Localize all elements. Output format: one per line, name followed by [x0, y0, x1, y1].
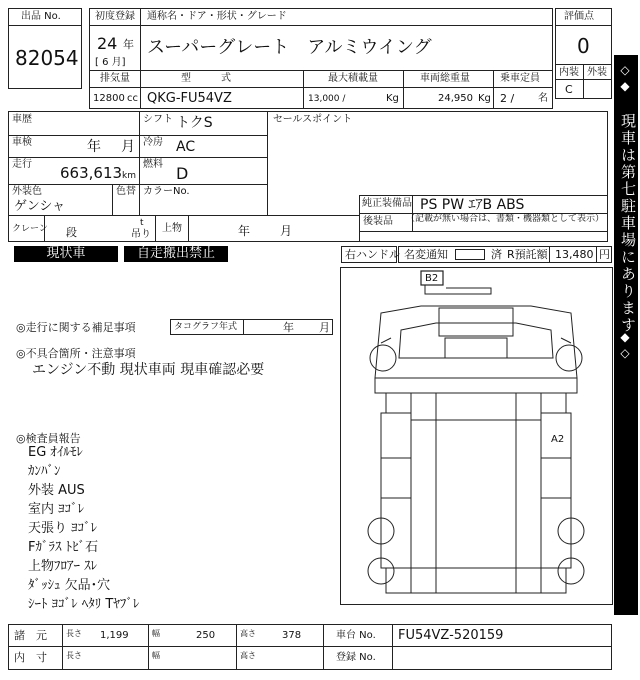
model-label: 型 式 — [181, 73, 231, 84]
displacement-label-box — [89, 70, 141, 88]
current-vehicle-badge: 現状車 — [14, 246, 118, 262]
mileage-unit: km — [122, 171, 136, 181]
score-label: 評価点 — [564, 11, 594, 22]
mileage-value: 663,613 — [60, 164, 123, 182]
mileage-label: 走行 — [12, 159, 32, 170]
capacity: 2 / — [500, 92, 515, 105]
displacement-label: 排気量 — [100, 73, 130, 84]
exterior-color-value: ゲンシャ — [14, 199, 66, 214]
model-label-box — [140, 70, 304, 88]
displacement-unit: cc — [127, 93, 138, 104]
lot-label: 出品 No. — [21, 11, 61, 22]
aftermarket-label: 後装品 — [363, 216, 393, 227]
lot-label-box — [8, 8, 82, 26]
inspector-line: ﾀﾞｯｼｭ 欠品･穴 — [28, 578, 111, 593]
score-label-box — [555, 8, 612, 26]
registration-no-label: 登録 No. — [336, 652, 376, 663]
inspector-line: ｶﾝﾊﾞﾝ — [28, 464, 61, 479]
crane-stage-unit: 段 — [66, 226, 77, 239]
interior-dimensions-label: 内 寸 — [14, 651, 47, 664]
diagram-mark-b2: B2 — [425, 273, 439, 284]
shift-value: トクS — [176, 115, 213, 131]
color-no-label: カラーNo. — [143, 186, 190, 197]
length-label: 長さ — [66, 629, 82, 638]
max-load-box — [303, 87, 404, 109]
gvw: 24,950 — [438, 93, 473, 104]
color-change-label: 色替 — [116, 186, 136, 197]
exterior-color-label: 外装色 — [12, 186, 42, 197]
interior-width-label: 幅 — [152, 651, 160, 660]
interior-label-box — [555, 64, 584, 80]
inspector-line: 外装 AUS — [28, 483, 85, 498]
inspector-line: EG ｵｲﾙﾓﾚ — [28, 445, 83, 460]
width-value: 250 — [196, 630, 216, 641]
lot-number-box — [8, 25, 82, 89]
gvw-label: 車両総重量 — [420, 73, 470, 84]
inspection-label: 車検 — [12, 137, 32, 148]
max-load-label-box — [303, 70, 404, 88]
exterior-grade-box — [583, 79, 612, 99]
history-label: 車歴 — [12, 114, 32, 125]
tacho-month-unit: 月 — [319, 321, 330, 334]
done-label: 済 — [491, 248, 502, 261]
steering-label: 右ハンドル — [345, 248, 400, 261]
lot-number: 82054 — [15, 46, 79, 70]
upper-month-unit: 月 — [280, 224, 293, 238]
inspector-line: 天張り ﾖｺﾞﾚ — [28, 521, 98, 536]
interior-length-label: 長さ — [66, 651, 82, 660]
model-box — [140, 87, 304, 109]
gvw-unit: Kg — [478, 93, 491, 104]
inspector-line: 室内 ﾖｺﾞﾚ — [28, 502, 85, 517]
displacement: 12800 — [93, 93, 125, 104]
inspection-year-unit: 年 — [87, 139, 101, 155]
first-reg-label: 初度登録 — [95, 11, 135, 22]
std-equipment-label: 純正装備品 — [362, 198, 412, 209]
car-name: スーパーグレート アルミウイング — [147, 37, 432, 58]
ac-label: 冷房 — [143, 137, 163, 148]
width-label: 幅 — [152, 629, 160, 638]
defects-heading: ◎不具合箇所・注意事項 — [16, 347, 136, 360]
name-label: 通称名・ドア・形状・グレード — [147, 11, 287, 22]
truck-diagram — [341, 268, 612, 604]
reg-month: [ 6 月] — [95, 57, 126, 68]
diagram-mark-a2: A2 — [551, 434, 565, 445]
banner-diamond-top: ◇◆ — [618, 63, 632, 95]
interior-label: 内装 — [559, 67, 579, 78]
score-value: 0 — [577, 34, 590, 58]
length-value: 1,199 — [100, 630, 129, 641]
exterior-label-box — [583, 64, 612, 80]
std-equipment-value: PS PW ｴｱB ABS — [420, 197, 525, 213]
self-drive-prohibited-badge: 自走搬出禁止 — [124, 246, 228, 262]
max-load: 13,000 / — [308, 94, 346, 104]
model-code: QKG-FU54VZ — [147, 91, 232, 106]
r-deposit-value: 13,480 — [555, 248, 594, 261]
banner-location-text: 現車は第七駐車場にあります — [619, 113, 637, 334]
banner-diamond-bottom: ◆◇ — [618, 330, 632, 362]
r-deposit-unit: 円 — [599, 248, 610, 261]
gvw-box — [403, 87, 494, 109]
crane-label: クレーン — [12, 224, 48, 234]
name-change-checkbox — [455, 249, 485, 260]
car-name-box — [140, 25, 553, 71]
r-deposit-label: R預託額 — [507, 248, 548, 261]
capacity-label-box — [493, 70, 553, 88]
inspector-heading: ◎検査員報告 — [16, 432, 81, 445]
capacity-unit: 名 — [538, 93, 548, 104]
upper-year-unit: 年 — [238, 224, 251, 238]
first-reg-label-box — [89, 8, 141, 26]
reg-year: 24 — [97, 34, 118, 53]
name-change-label: 名変通知 — [404, 248, 448, 261]
chassis-value: FU54VZ-520159 — [398, 628, 504, 643]
upper-label: 上物 — [162, 223, 182, 234]
first-reg-box — [89, 25, 141, 71]
steering-box — [341, 246, 400, 263]
fuel-label: 燃料 — [143, 159, 163, 170]
displacement-box — [89, 87, 141, 109]
height-value: 378 — [282, 630, 302, 641]
name-change-box — [398, 246, 612, 263]
aftermarket-note: （記載が無い場合は、書類・機器類として表示） — [406, 214, 605, 224]
capacity-label: 乗車定員 — [500, 73, 540, 84]
max-load-label: 最大積載量 — [328, 73, 378, 84]
exterior-label: 外装 — [587, 67, 607, 78]
interior-grade-box — [555, 79, 584, 99]
inspector-line: 上物ﾌﾛｱｰ ｽﾚ — [28, 559, 98, 574]
max-load-unit: Kg — [386, 93, 399, 104]
inspector-line: ｼｰﾄ ﾖｺﾞﾚ ﾍﾀﾘ Tﾔﾌﾞﾚ — [28, 597, 140, 612]
interior-grade: C — [565, 83, 573, 96]
shift-label: シフト — [143, 114, 173, 125]
defects-text: エンジン不動 現状車両 現車確認必要 — [32, 362, 265, 378]
fuel-value: D — [176, 164, 189, 183]
inspection-month-unit: 月 — [121, 139, 135, 155]
interior-height-label: 高さ — [240, 651, 256, 660]
location-side-banner — [614, 55, 638, 615]
crane-ton-unit: t — [140, 218, 144, 228]
chassis-label: 車台 No. — [336, 630, 376, 641]
name-label-box — [140, 8, 553, 26]
footer-table — [8, 624, 612, 670]
height-label: 高さ — [240, 629, 256, 638]
capacity-box — [493, 87, 553, 109]
dimensions-label: 諸 元 — [14, 629, 47, 642]
driving-notes-heading: ◎走行に関する補足事項 — [16, 321, 136, 334]
ac-value: AC — [176, 139, 196, 155]
score-box — [555, 25, 612, 65]
sales-point-label: セールスポイント — [273, 114, 353, 125]
reg-year-unit: 年 — [123, 38, 134, 51]
tachograph-box — [170, 319, 333, 335]
tachograph-label: タコグラフ年式 — [174, 322, 238, 332]
tacho-year-unit: 年 — [283, 321, 294, 334]
inspector-line: Fｶﾞﾗｽ ﾄﾋﾞ石 — [28, 540, 99, 555]
crane-hook-unit: 吊り — [131, 229, 151, 240]
damage-diagram-frame — [340, 267, 613, 605]
gvw-label-box — [403, 70, 494, 88]
